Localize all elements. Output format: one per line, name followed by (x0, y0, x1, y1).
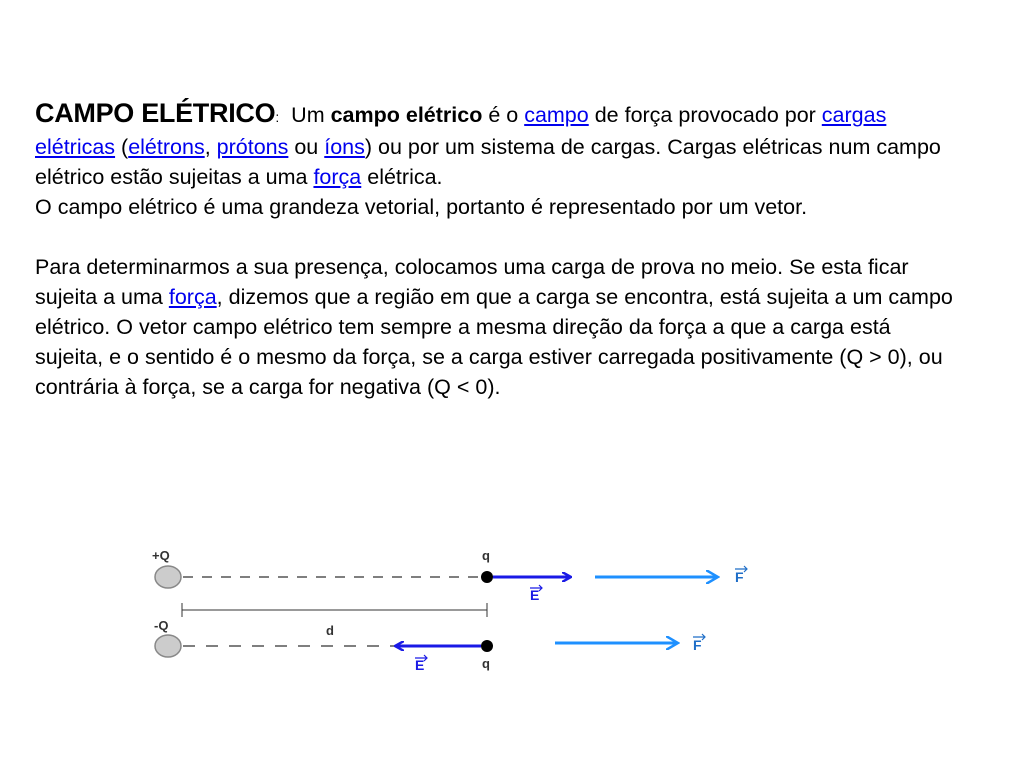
force-label-bottom: F (693, 637, 702, 653)
text-run: , dizemos que a região em que a carga se encontra, está sujeita a um campo elétrico. O vetor campo elétrico tem sempre a mesma direção da força a que a carga está sujeita, e o sentido é o mesmo da força, se a carga estiver carregada positivamente (Q > 0), ou contrária à força, se a carga for negativa (Q < 0). (35, 285, 953, 399)
text-run: ( (115, 135, 129, 159)
link-eletrons[interactable]: elétrons (128, 135, 205, 159)
link-forca-2[interactable]: força (168, 285, 217, 309)
slide-title: CAMPO ELÉTRICO (35, 98, 276, 128)
test-charge-bottom (481, 640, 493, 652)
text-run: é o (482, 103, 525, 127)
link-forca[interactable]: força (313, 165, 362, 189)
text-run: elétrica. (361, 165, 443, 189)
spacer (35, 222, 955, 252)
slide-body (35, 98, 955, 402)
paragraph-explanation (35, 252, 955, 402)
test-charge-label-top: q (482, 548, 490, 563)
positive-charge (155, 566, 181, 588)
distance-label: d (326, 623, 334, 638)
electric-field-diagram (140, 540, 780, 680)
link-ions[interactable]: íons (324, 135, 365, 159)
link-cargas-eletricas[interactable]: cargas elétricas (35, 103, 887, 159)
force-label-top: F (735, 569, 744, 585)
test-charge-label-bottom: q (482, 656, 490, 671)
link-campo[interactable]: campo (524, 103, 589, 127)
negative-charge (155, 635, 181, 657)
paragraph-vector: O campo elétrico é uma grandeza vetorial, portanto é representado por um vetor. (35, 195, 808, 219)
text-run: Para determinarmos a sua presença, colocamos uma carga de prova no meio. Se esta ficar sujeita a uma (35, 255, 909, 309)
negative-charge-label: -Q (154, 618, 169, 633)
text-run: ) ou por um sistema de cargas. Cargas elétricas num campo elétrico estão sujeitas a uma (35, 135, 941, 189)
field-label-bottom: E (415, 657, 425, 673)
text-run: , (204, 135, 217, 159)
paragraph-definition (35, 98, 955, 192)
title-colon: : (275, 109, 280, 125)
test-charge-top (481, 571, 493, 583)
text-run: Um (285, 103, 331, 127)
bold-term: campo elétrico (330, 103, 483, 127)
link-protons[interactable]: prótons (216, 135, 289, 159)
field-label-top: E (530, 587, 540, 603)
text-run: de força provocado por (588, 103, 822, 127)
text-run: ou (288, 135, 325, 159)
positive-charge-label: +Q (152, 548, 170, 563)
